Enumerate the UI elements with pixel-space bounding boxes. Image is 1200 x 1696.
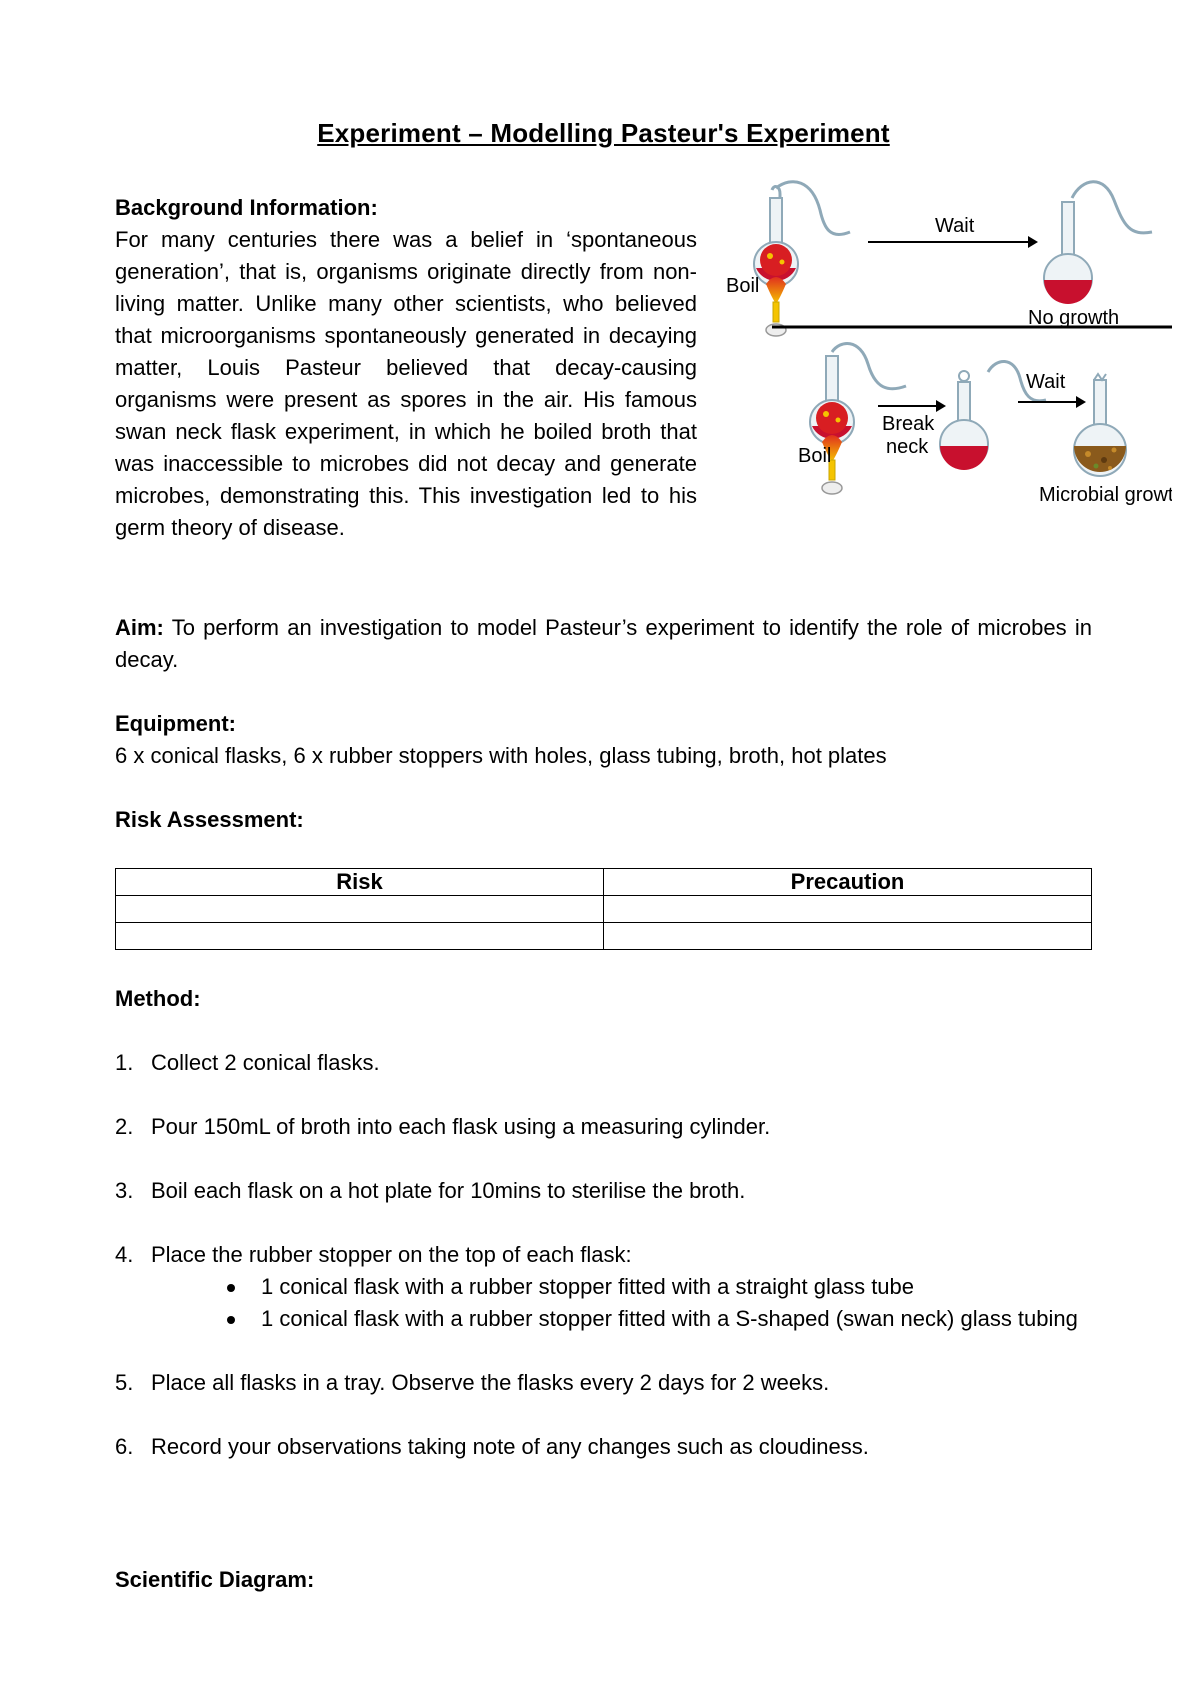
sub-list-item [151, 1303, 1092, 1335]
equipment-text: 6 x conical flasks, 6 x rubber stoppers with holes, glass tubing, broth, hot plates [115, 743, 887, 768]
method-step-3 [115, 1175, 1092, 1207]
microbial-growth-flask [1074, 374, 1126, 476]
step-text: Record your observations taking note of any changes such as cloudiness. [151, 1434, 869, 1459]
page-title: Experiment – Modelling Pasteur's Experiment [317, 118, 890, 148]
precaution-cell[interactable] [604, 896, 1092, 923]
arrow-top [868, 236, 1038, 248]
pasteur-flask-figure [712, 180, 1172, 550]
method-step-1 [115, 1047, 1092, 1079]
step-number: 5. [115, 1370, 134, 1395]
precaution-cell[interactable] [604, 923, 1092, 950]
aim-text: To perform an investigation to model Pasteur’s experiment to identify the role of microbes in decay. [115, 615, 1092, 672]
background-section [115, 192, 697, 544]
equipment-heading: Equipment: [115, 711, 236, 736]
step-text: Pour 150mL of broth into each flask using a measuring cylinder. [151, 1114, 771, 1139]
step-number: 1. [115, 1050, 134, 1075]
aim-section [115, 612, 1092, 676]
bullet-icon [227, 1316, 235, 1324]
figure-bottom-result-label: Microbial growth [1039, 484, 1172, 506]
method-heading: Method: [115, 986, 201, 1011]
background-heading: Background Information: [115, 195, 378, 220]
step-4-sublist [151, 1271, 1092, 1335]
risk-cell[interactable] [116, 923, 604, 950]
figure-top-result-label: No growth [1028, 307, 1120, 329]
method-steps [115, 1047, 1092, 1495]
method-step-2 [115, 1111, 1092, 1143]
figure-bottom-boil-label: Boil [798, 445, 832, 467]
risk-heading: Risk Assessment: [115, 807, 304, 832]
figure-break-label-line2: neck [886, 436, 929, 458]
step-number: 3. [115, 1178, 134, 1203]
figure-top-boil-label: Boil [726, 275, 760, 297]
risk-cell[interactable] [116, 896, 604, 923]
sub-item-text: 1 conical flask with a rubber stopper fitted with a straight glass tube [261, 1274, 915, 1299]
background-text: For many centuries there was a belief in ‘spontaneous generation’, that is, organisms originate directly from non-living matter. Unlike many other scientists, who believed that microorganisms spontaneously generated in decaying matter, Louis Pasteur believed that decay-causing organisms were present as spores in the air. His famous swan neck flask experiment, in which he boiled broth that was inaccessible to microbes did not decay and generate microbes, demonstrating this. This investigation led to his germ theory of disease. [115, 227, 697, 540]
table-row [116, 896, 1092, 923]
sub-list-item [151, 1271, 1092, 1303]
risk-table [115, 868, 1092, 950]
risk-table-header [116, 869, 1092, 896]
step-number: 2. [115, 1114, 134, 1139]
method-step-5 [115, 1367, 1092, 1399]
step-number: 6. [115, 1434, 134, 1459]
equipment-section [115, 708, 1092, 772]
arrow-bottom-1 [878, 400, 946, 412]
risk-column-header: Risk [116, 869, 604, 896]
step-number: 4. [115, 1242, 134, 1267]
boiling-flask-top [754, 182, 850, 336]
sub-item-text: 1 conical flask with a rubber stopper fitted with a S-shaped (swan neck) glass tubing [261, 1306, 1078, 1331]
scientific-diagram-heading: Scientific Diagram: [115, 1567, 315, 1592]
pasteur-diagram [712, 180, 1172, 550]
aim-label: Aim: [115, 615, 164, 640]
figure-top-wait-label: Wait [935, 215, 975, 237]
precaution-column-header: Precaution [604, 869, 1092, 896]
step-text: Collect 2 conical flasks. [151, 1050, 380, 1075]
result-flask-top [1044, 182, 1152, 304]
method-step-4 [115, 1239, 1092, 1335]
figure-break-label-line1: Break [882, 413, 935, 435]
step-text: Place all flasks in a tray. Observe the flasks every 2 days for 2 weeks. [151, 1370, 830, 1395]
step-text: Place the rubber stopper on the top of each flask: [151, 1242, 632, 1267]
table-row [116, 923, 1092, 950]
method-step-6 [115, 1431, 1092, 1463]
bullet-icon [227, 1284, 235, 1292]
figure-bottom-wait-label: Wait [1026, 371, 1066, 393]
step-text: Boil each flask on a hot plate for 10mins to sterilise the broth. [151, 1178, 746, 1203]
